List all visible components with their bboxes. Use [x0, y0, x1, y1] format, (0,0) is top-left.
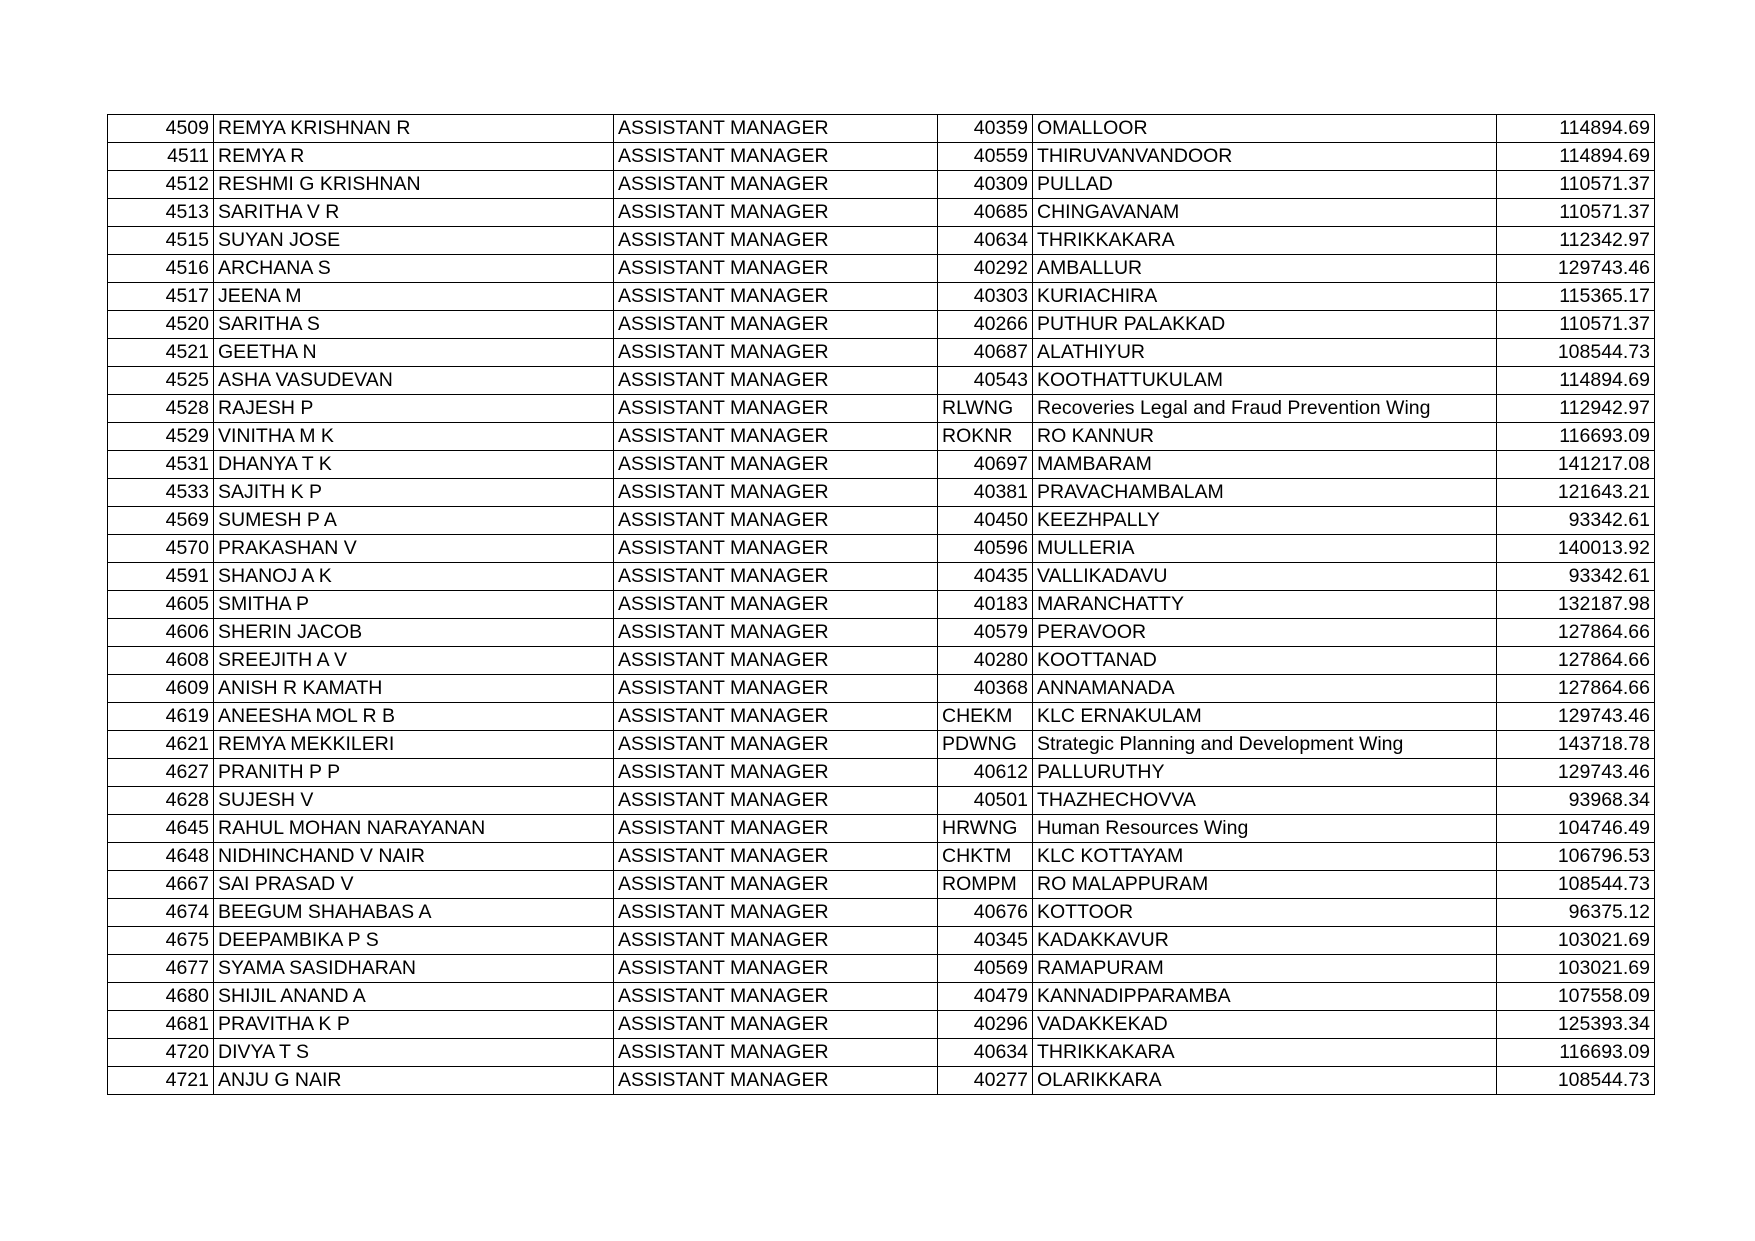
table-row — [108, 311, 1655, 339]
designation-cell: ASSISTANT MANAGER — [614, 647, 938, 675]
office-name-cell: AMBALLUR — [1033, 255, 1497, 283]
table-row — [108, 899, 1655, 927]
employee-name-cell: SUMESH P A — [214, 507, 614, 535]
office-name-cell: PULLAD — [1033, 171, 1497, 199]
amount-cell: 110571.37 — [1497, 199, 1655, 227]
employee-name-cell: SAI PRASAD V — [214, 871, 614, 899]
table-row — [108, 1067, 1655, 1095]
table-body — [108, 115, 1655, 1095]
designation-cell: ASSISTANT MANAGER — [614, 955, 938, 983]
table-row — [108, 255, 1655, 283]
employee-id-cell: 4515 — [108, 227, 214, 255]
employee-id-cell: 4520 — [108, 311, 214, 339]
designation-cell: ASSISTANT MANAGER — [614, 1067, 938, 1095]
designation-cell: ASSISTANT MANAGER — [614, 899, 938, 927]
office-code-cell: 40687 — [938, 339, 1033, 367]
amount-cell: 129743.46 — [1497, 255, 1655, 283]
office-code-cell: 40266 — [938, 311, 1033, 339]
employee-id-cell: 4511 — [108, 143, 214, 171]
employee-id-cell: 4627 — [108, 759, 214, 787]
office-code-cell: 40634 — [938, 227, 1033, 255]
office-name-cell: OLARIKKARA — [1033, 1067, 1497, 1095]
table-row — [108, 731, 1655, 759]
employee-id-cell: 4628 — [108, 787, 214, 815]
table-row — [108, 451, 1655, 479]
table-row — [108, 787, 1655, 815]
amount-cell: 116693.09 — [1497, 423, 1655, 451]
office-name-cell: KLC KOTTAYAM — [1033, 843, 1497, 871]
amount-cell: 114894.69 — [1497, 367, 1655, 395]
office-code-cell: 40296 — [938, 1011, 1033, 1039]
office-code-cell: 40435 — [938, 563, 1033, 591]
employee-name-cell: JEENA M — [214, 283, 614, 311]
designation-cell: ASSISTANT MANAGER — [614, 843, 938, 871]
amount-cell: 108544.73 — [1497, 1067, 1655, 1095]
employee-id-cell: 4528 — [108, 395, 214, 423]
employee-id-cell: 4509 — [108, 115, 214, 143]
table-row — [108, 955, 1655, 983]
employee-name-cell: GEETHA N — [214, 339, 614, 367]
office-code-cell: 40368 — [938, 675, 1033, 703]
table-row — [108, 283, 1655, 311]
employee-id-cell: 4605 — [108, 591, 214, 619]
office-code-cell: 40277 — [938, 1067, 1033, 1095]
employee-id-cell: 4648 — [108, 843, 214, 871]
designation-cell: ASSISTANT MANAGER — [614, 731, 938, 759]
amount-cell: 114894.69 — [1497, 143, 1655, 171]
amount-cell: 103021.69 — [1497, 955, 1655, 983]
office-code-cell: RLWNG — [938, 395, 1033, 423]
office-name-cell: KADAKKAVUR — [1033, 927, 1497, 955]
employee-name-cell: RAHUL MOHAN NARAYANAN — [214, 815, 614, 843]
amount-cell: 115365.17 — [1497, 283, 1655, 311]
office-code-cell: 40596 — [938, 535, 1033, 563]
employee-name-cell: RESHMI G KRISHNAN — [214, 171, 614, 199]
employee-name-cell: ANEESHA MOL R B — [214, 703, 614, 731]
amount-cell: 96375.12 — [1497, 899, 1655, 927]
office-name-cell: PRAVACHAMBALAM — [1033, 479, 1497, 507]
designation-cell: ASSISTANT MANAGER — [614, 423, 938, 451]
designation-cell: ASSISTANT MANAGER — [614, 367, 938, 395]
table-row — [108, 983, 1655, 1011]
table-row — [108, 423, 1655, 451]
table-row — [108, 1011, 1655, 1039]
employee-name-cell: VINITHA M K — [214, 423, 614, 451]
office-name-cell: PUTHUR PALAKKAD — [1033, 311, 1497, 339]
table-row — [108, 339, 1655, 367]
office-code-cell: 40569 — [938, 955, 1033, 983]
office-code-cell: 40450 — [938, 507, 1033, 535]
employee-id-cell: 4720 — [108, 1039, 214, 1067]
employee-name-cell: SHANOJ A K — [214, 563, 614, 591]
office-name-cell: KURIACHIRA — [1033, 283, 1497, 311]
designation-cell: ASSISTANT MANAGER — [614, 759, 938, 787]
amount-cell: 143718.78 — [1497, 731, 1655, 759]
office-name-cell: THRIKKAKARA — [1033, 227, 1497, 255]
table-row — [108, 703, 1655, 731]
designation-cell: ASSISTANT MANAGER — [614, 339, 938, 367]
amount-cell: 125393.34 — [1497, 1011, 1655, 1039]
employee-id-cell: 4529 — [108, 423, 214, 451]
office-name-cell: THAZHECHOVVA — [1033, 787, 1497, 815]
amount-cell: 132187.98 — [1497, 591, 1655, 619]
table-row — [108, 171, 1655, 199]
office-name-cell: THRIKKAKARA — [1033, 1039, 1497, 1067]
designation-cell: ASSISTANT MANAGER — [614, 199, 938, 227]
designation-cell: ASSISTANT MANAGER — [614, 479, 938, 507]
employee-id-cell: 4609 — [108, 675, 214, 703]
employee-id-cell: 4674 — [108, 899, 214, 927]
office-name-cell: PERAVOOR — [1033, 619, 1497, 647]
office-code-cell: 40292 — [938, 255, 1033, 283]
office-code-cell: CHKTM — [938, 843, 1033, 871]
employee-name-cell: PRAVITHA K P — [214, 1011, 614, 1039]
table-row — [108, 199, 1655, 227]
table-row — [108, 479, 1655, 507]
office-code-cell: 40579 — [938, 619, 1033, 647]
designation-cell: ASSISTANT MANAGER — [614, 451, 938, 479]
amount-cell: 107558.09 — [1497, 983, 1655, 1011]
designation-cell: ASSISTANT MANAGER — [614, 1039, 938, 1067]
employee-name-cell: SHIJIL ANAND A — [214, 983, 614, 1011]
staff-table — [107, 114, 1655, 1095]
table-row — [108, 1039, 1655, 1067]
employee-name-cell: SUYAN JOSE — [214, 227, 614, 255]
employee-name-cell: ASHA VASUDEVAN — [214, 367, 614, 395]
office-name-cell: KOOTTANAD — [1033, 647, 1497, 675]
amount-cell: 112342.97 — [1497, 227, 1655, 255]
designation-cell: ASSISTANT MANAGER — [614, 871, 938, 899]
employee-name-cell: SAJITH K P — [214, 479, 614, 507]
amount-cell: 93342.61 — [1497, 563, 1655, 591]
employee-id-cell: 4531 — [108, 451, 214, 479]
office-name-cell: ALATHIYUR — [1033, 339, 1497, 367]
table-row — [108, 367, 1655, 395]
amount-cell: 114894.69 — [1497, 115, 1655, 143]
table-row — [108, 227, 1655, 255]
office-name-cell: KLC ERNAKULAM — [1033, 703, 1497, 731]
amount-cell: 127864.66 — [1497, 675, 1655, 703]
designation-cell: ASSISTANT MANAGER — [614, 255, 938, 283]
designation-cell: ASSISTANT MANAGER — [614, 115, 938, 143]
table-row — [108, 563, 1655, 591]
designation-cell: ASSISTANT MANAGER — [614, 1011, 938, 1039]
office-code-cell: 40345 — [938, 927, 1033, 955]
office-code-cell: 40634 — [938, 1039, 1033, 1067]
employee-id-cell: 4606 — [108, 619, 214, 647]
office-code-cell: PDWNG — [938, 731, 1033, 759]
employee-id-cell: 4512 — [108, 171, 214, 199]
table-row — [108, 395, 1655, 423]
table-row — [108, 675, 1655, 703]
amount-cell: 93968.34 — [1497, 787, 1655, 815]
employee-id-cell: 4645 — [108, 815, 214, 843]
amount-cell: 110571.37 — [1497, 171, 1655, 199]
designation-cell: ASSISTANT MANAGER — [614, 703, 938, 731]
employee-name-cell: ARCHANA S — [214, 255, 614, 283]
employee-name-cell: REMYA MEKKILERI — [214, 731, 614, 759]
office-code-cell: CHEKM — [938, 703, 1033, 731]
office-name-cell: MULLERIA — [1033, 535, 1497, 563]
table-row — [108, 115, 1655, 143]
amount-cell: 108544.73 — [1497, 871, 1655, 899]
employee-name-cell: REMYA KRISHNAN R — [214, 115, 614, 143]
employee-id-cell: 4525 — [108, 367, 214, 395]
designation-cell: ASSISTANT MANAGER — [614, 563, 938, 591]
employee-id-cell: 4680 — [108, 983, 214, 1011]
amount-cell: 93342.61 — [1497, 507, 1655, 535]
employee-name-cell: RAJESH P — [214, 395, 614, 423]
table-row — [108, 759, 1655, 787]
amount-cell: 104746.49 — [1497, 815, 1655, 843]
office-name-cell: KANNADIPPARAMBA — [1033, 983, 1497, 1011]
employee-id-cell: 4533 — [108, 479, 214, 507]
table-row — [108, 647, 1655, 675]
table-row — [108, 843, 1655, 871]
office-name-cell: RAMAPURAM — [1033, 955, 1497, 983]
designation-cell: ASSISTANT MANAGER — [614, 535, 938, 563]
designation-cell: ASSISTANT MANAGER — [614, 591, 938, 619]
office-code-cell: 40543 — [938, 367, 1033, 395]
amount-cell: 121643.21 — [1497, 479, 1655, 507]
office-name-cell: VALLIKADAVU — [1033, 563, 1497, 591]
employee-name-cell: SARITHA S — [214, 311, 614, 339]
designation-cell: ASSISTANT MANAGER — [614, 815, 938, 843]
table-row — [108, 507, 1655, 535]
office-code-cell: ROKNR — [938, 423, 1033, 451]
employee-id-cell: 4721 — [108, 1067, 214, 1095]
employee-id-cell: 4681 — [108, 1011, 214, 1039]
amount-cell: 141217.08 — [1497, 451, 1655, 479]
office-code-cell: HRWNG — [938, 815, 1033, 843]
office-name-cell: MAMBARAM — [1033, 451, 1497, 479]
employee-name-cell: BEEGUM SHAHABAS A — [214, 899, 614, 927]
office-code-cell: 40676 — [938, 899, 1033, 927]
table-row — [108, 143, 1655, 171]
designation-cell: ASSISTANT MANAGER — [614, 619, 938, 647]
office-name-cell: KOTTOOR — [1033, 899, 1497, 927]
office-name-cell: KOOTHATTUKULAM — [1033, 367, 1497, 395]
amount-cell: 127864.66 — [1497, 619, 1655, 647]
office-code-cell: 40381 — [938, 479, 1033, 507]
employee-id-cell: 4621 — [108, 731, 214, 759]
office-name-cell: Human Resources Wing — [1033, 815, 1497, 843]
office-code-cell: ROMPM — [938, 871, 1033, 899]
designation-cell: ASSISTANT MANAGER — [614, 507, 938, 535]
office-name-cell: RO MALAPPURAM — [1033, 871, 1497, 899]
designation-cell: ASSISTANT MANAGER — [614, 983, 938, 1011]
office-code-cell: 40303 — [938, 283, 1033, 311]
office-code-cell: 40685 — [938, 199, 1033, 227]
amount-cell: 140013.92 — [1497, 535, 1655, 563]
office-name-cell: PALLURUTHY — [1033, 759, 1497, 787]
designation-cell: ASSISTANT MANAGER — [614, 927, 938, 955]
office-name-cell: RO KANNUR — [1033, 423, 1497, 451]
table-row — [108, 815, 1655, 843]
employee-name-cell: ANJU G NAIR — [214, 1067, 614, 1095]
amount-cell: 106796.53 — [1497, 843, 1655, 871]
employee-id-cell: 4569 — [108, 507, 214, 535]
designation-cell: ASSISTANT MANAGER — [614, 171, 938, 199]
employee-id-cell: 4591 — [108, 563, 214, 591]
office-code-cell: 40697 — [938, 451, 1033, 479]
table-row — [108, 619, 1655, 647]
employee-name-cell: DEEPAMBIKA P S — [214, 927, 614, 955]
office-name-cell: THIRUVANVANDOOR — [1033, 143, 1497, 171]
office-name-cell: VADAKKEKAD — [1033, 1011, 1497, 1039]
office-code-cell: 40309 — [938, 171, 1033, 199]
employee-id-cell: 4608 — [108, 647, 214, 675]
table-row — [108, 927, 1655, 955]
amount-cell: 129743.46 — [1497, 703, 1655, 731]
designation-cell: ASSISTANT MANAGER — [614, 675, 938, 703]
designation-cell: ASSISTANT MANAGER — [614, 787, 938, 815]
table-row — [108, 591, 1655, 619]
amount-cell: 108544.73 — [1497, 339, 1655, 367]
designation-cell: ASSISTANT MANAGER — [614, 283, 938, 311]
office-name-cell: CHINGAVANAM — [1033, 199, 1497, 227]
office-name-cell: MARANCHATTY — [1033, 591, 1497, 619]
designation-cell: ASSISTANT MANAGER — [614, 227, 938, 255]
employee-name-cell: ANISH R KAMATH — [214, 675, 614, 703]
employee-name-cell: DIVYA T S — [214, 1039, 614, 1067]
employee-name-cell: NIDHINCHAND V NAIR — [214, 843, 614, 871]
office-code-cell: 40359 — [938, 115, 1033, 143]
employee-id-cell: 4516 — [108, 255, 214, 283]
designation-cell: ASSISTANT MANAGER — [614, 311, 938, 339]
employee-name-cell: DHANYA T K — [214, 451, 614, 479]
office-name-cell: OMALLOOR — [1033, 115, 1497, 143]
office-code-cell: 40501 — [938, 787, 1033, 815]
employee-name-cell: PRAKASHAN V — [214, 535, 614, 563]
office-code-cell: 40280 — [938, 647, 1033, 675]
office-name-cell: Strategic Planning and Development Wing — [1033, 731, 1497, 759]
employee-name-cell: SHERIN JACOB — [214, 619, 614, 647]
amount-cell: 112942.97 — [1497, 395, 1655, 423]
designation-cell: ASSISTANT MANAGER — [614, 395, 938, 423]
employee-id-cell: 4521 — [108, 339, 214, 367]
employee-name-cell: SUJESH V — [214, 787, 614, 815]
employee-id-cell: 4619 — [108, 703, 214, 731]
employee-id-cell: 4517 — [108, 283, 214, 311]
office-code-cell: 40612 — [938, 759, 1033, 787]
amount-cell: 127864.66 — [1497, 647, 1655, 675]
designation-cell: ASSISTANT MANAGER — [614, 143, 938, 171]
employee-id-cell: 4675 — [108, 927, 214, 955]
employee-id-cell: 4570 — [108, 535, 214, 563]
table-row — [108, 871, 1655, 899]
office-code-cell: 40479 — [938, 983, 1033, 1011]
office-code-cell: 40559 — [938, 143, 1033, 171]
employee-id-cell: 4677 — [108, 955, 214, 983]
employee-name-cell: SARITHA V R — [214, 199, 614, 227]
employee-name-cell: SMITHA P — [214, 591, 614, 619]
employee-name-cell: SYAMA SASIDHARAN — [214, 955, 614, 983]
employee-name-cell: PRANITH P P — [214, 759, 614, 787]
table-row — [108, 535, 1655, 563]
office-code-cell: 40183 — [938, 591, 1033, 619]
amount-cell: 116693.09 — [1497, 1039, 1655, 1067]
office-name-cell: ANNAMANADA — [1033, 675, 1497, 703]
employee-name-cell: SREEJITH A V — [214, 647, 614, 675]
office-name-cell: Recoveries Legal and Fraud Prevention Wing — [1033, 395, 1497, 423]
amount-cell: 110571.37 — [1497, 311, 1655, 339]
employee-id-cell: 4513 — [108, 199, 214, 227]
employee-id-cell: 4667 — [108, 871, 214, 899]
amount-cell: 129743.46 — [1497, 759, 1655, 787]
office-name-cell: KEEZHPALLY — [1033, 507, 1497, 535]
amount-cell: 103021.69 — [1497, 927, 1655, 955]
employee-name-cell: REMYA R — [214, 143, 614, 171]
